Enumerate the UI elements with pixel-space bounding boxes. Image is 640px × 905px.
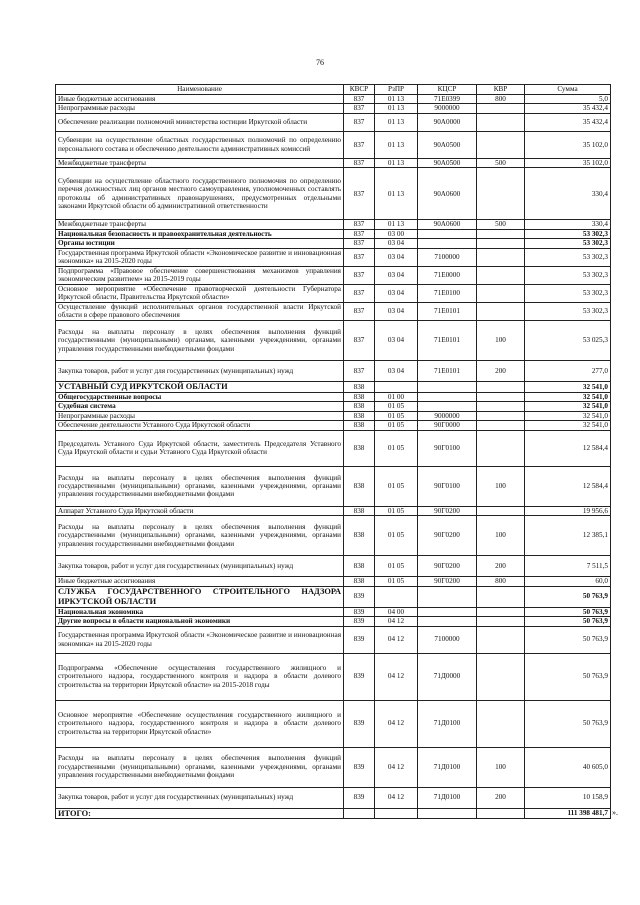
- cell-kvr: [477, 626, 525, 653]
- cell-name: Национальная безопасность и правоохранительная деятельность: [56, 229, 344, 238]
- table-row: [56, 653, 611, 700]
- cell-sum: 35 102,0: [525, 131, 611, 158]
- cell-kcsr: 90Г0100: [418, 466, 477, 506]
- table-body: [56, 95, 611, 819]
- cell-rzpr: 01 05: [375, 577, 418, 586]
- table-row: [56, 402, 611, 411]
- cell-name: Иные бюджетные ассигнования: [56, 577, 344, 586]
- budget-table: [55, 84, 611, 819]
- cell-sum: 32 541,0: [525, 421, 611, 430]
- cell-sum: 50 763,9: [525, 626, 611, 653]
- cell-rzpr: 01 05: [375, 421, 418, 430]
- cell-kvsr: 837: [344, 266, 375, 284]
- cell-kvsr: 839: [344, 653, 375, 700]
- cell-rzpr: 03 00: [375, 229, 418, 238]
- cell-sum: 40 605,0: [525, 747, 611, 787]
- cell-kvsr: 837: [344, 248, 375, 266]
- cell-kvr: 100: [477, 320, 525, 360]
- cell-kvr: [477, 402, 525, 411]
- table-row: [56, 747, 611, 787]
- cell-kvr: [477, 392, 525, 401]
- page-number: 76: [316, 58, 324, 67]
- table-row: [56, 577, 611, 586]
- cell-kcsr: 90Г0200: [418, 556, 477, 577]
- table-row: [56, 411, 611, 420]
- cell-sum: 53 302,3: [525, 239, 611, 248]
- cell-kcsr: [418, 586, 477, 607]
- cell-sum: 12 385,1: [525, 516, 611, 556]
- cell-name: Судебная система: [56, 402, 344, 411]
- cell-kvr: [477, 617, 525, 626]
- cell-sum: 53 302,3: [525, 266, 611, 284]
- cell-kvsr: 838: [344, 411, 375, 420]
- cell-sum: 32 541,0: [525, 411, 611, 420]
- cell-rzpr: 03 04: [375, 284, 418, 302]
- table-row: [56, 168, 611, 220]
- cell-kcsr: 71Е0399: [418, 95, 477, 104]
- cell-kvsr: 837: [344, 168, 375, 220]
- cell-rzpr: 03 04: [375, 320, 418, 360]
- table-row: [56, 113, 611, 131]
- cell-rzpr: 04 12: [375, 617, 418, 626]
- cell-name: Закупка товаров, работ и услуг для государственных (муниципальных) нужд: [56, 360, 344, 381]
- table-row: [56, 284, 611, 302]
- cell-sum: 35 432,4: [525, 104, 611, 113]
- cell-name: Обеспечение деятельности Уставного Суда Иркутской области: [56, 421, 344, 430]
- cell-kvsr: 839: [344, 787, 375, 808]
- cell-kvr: [477, 653, 525, 700]
- cell-rzpr: 03 04: [375, 266, 418, 284]
- cell-name: Подпрограмма «Правовое обеспечение совершенствования механизмов управления экономическим развитием» на 2015-2019 годы: [56, 266, 344, 284]
- cell-name: Государственная программа Иркутской области «Экономическое развитие и инновационная экономика» на 2015-2020 годы: [56, 248, 344, 266]
- cell-sum: 50 763,9: [525, 700, 611, 747]
- cell-name: Национальная экономика: [56, 607, 344, 616]
- cell-kvsr: 839: [344, 747, 375, 787]
- cell-kvr: 500: [477, 158, 525, 167]
- cell-kvr: [477, 229, 525, 238]
- table-row: [56, 220, 611, 229]
- cell-kvr: [477, 168, 525, 220]
- cell-sum: 35 432,4: [525, 113, 611, 131]
- header-rzpr: РзПР: [375, 85, 418, 95]
- cell-rzpr: 01 13: [375, 95, 418, 104]
- cell-name: Непрограммные расходы: [56, 411, 344, 420]
- cell-sum: 53 025,3: [525, 320, 611, 360]
- table-row: [56, 421, 611, 430]
- cell-kvsr: 837: [344, 239, 375, 248]
- cell-kvsr: 838: [344, 516, 375, 556]
- header-name: Наименование: [56, 85, 344, 95]
- cell-kvsr: 837: [344, 229, 375, 238]
- cell-rzpr: 03 04: [375, 248, 418, 266]
- table-row: [56, 556, 611, 577]
- table-row: [56, 239, 611, 248]
- cell-kvr: [477, 700, 525, 747]
- cell-sum: 10 158,9: [525, 787, 611, 808]
- cell-kvsr: 839: [344, 626, 375, 653]
- cell-kcsr: [418, 607, 477, 616]
- cell-rzpr: 03 04: [375, 360, 418, 381]
- cell-kcsr: 7100000: [418, 248, 477, 266]
- trailing-mark: ».: [612, 808, 618, 817]
- cell-kcsr: [418, 381, 477, 392]
- cell-sum: 50 763,9: [525, 586, 611, 607]
- cell-kvsr: 839: [344, 607, 375, 616]
- cell-kcsr: 90Г0200: [418, 506, 477, 515]
- table-row: [56, 607, 611, 616]
- cell-name: Общегосударственные вопросы: [56, 392, 344, 401]
- cell-kcsr: 90А0500: [418, 131, 477, 158]
- table-header-row: [56, 85, 611, 95]
- cell-kvsr: 837: [344, 131, 375, 158]
- table-row: [56, 229, 611, 238]
- cell-rzpr: 01 13: [375, 104, 418, 113]
- cell-kvr: [477, 266, 525, 284]
- cell-name: Другие вопросы в области национальной экономики: [56, 617, 344, 626]
- cell-kvsr: 838: [344, 392, 375, 401]
- cell-name: Закупка товаров, работ и услуг для государственных (муниципальных) нужд: [56, 787, 344, 808]
- cell-kvsr: 838: [344, 402, 375, 411]
- cell-kvr: [477, 104, 525, 113]
- header-kcsr: КЦСР: [418, 85, 477, 95]
- table-row: [56, 320, 611, 360]
- cell-kvsr: 838: [344, 466, 375, 506]
- table-row: [56, 158, 611, 167]
- cell-sum: 32 541,0: [525, 402, 611, 411]
- cell-kvr: 100: [477, 466, 525, 506]
- cell-kcsr: 71Д0100: [418, 787, 477, 808]
- cell-kvsr: 837: [344, 113, 375, 131]
- table-row: [56, 302, 611, 320]
- cell-kvsr: 837: [344, 104, 375, 113]
- cell-kvr: [477, 284, 525, 302]
- table-row: [56, 586, 611, 607]
- table-row: [56, 392, 611, 401]
- table-row: [56, 266, 611, 284]
- cell-rzpr: 01 05: [375, 516, 418, 556]
- cell-sum: 53 302,3: [525, 302, 611, 320]
- cell-kvr: [477, 381, 525, 392]
- cell-kvsr: 838: [344, 430, 375, 466]
- cell-kvsr: 837: [344, 302, 375, 320]
- cell-kcsr: 71Д0100: [418, 700, 477, 747]
- cell-kvsr: 837: [344, 320, 375, 360]
- cell-kcsr: 71Д0000: [418, 653, 477, 700]
- table-row: [56, 466, 611, 506]
- cell-kcsr: 71Е0101: [418, 360, 477, 381]
- table-row: [56, 617, 611, 626]
- cell-kcsr: 71Е0100: [418, 284, 477, 302]
- cell-rzpr: 04 12: [375, 626, 418, 653]
- cell-sum: 53 302,3: [525, 248, 611, 266]
- table-row: [56, 248, 611, 266]
- cell-kvsr: 839: [344, 586, 375, 607]
- cell-kcsr: [418, 402, 477, 411]
- cell-kvr: 100: [477, 747, 525, 787]
- cell-kcsr: 9000000: [418, 411, 477, 420]
- cell-sum: 35 102,0: [525, 158, 611, 167]
- cell-kcsr: 90Г0000: [418, 421, 477, 430]
- cell-rzpr: 04 12: [375, 653, 418, 700]
- cell-kcsr: 71Е0101: [418, 302, 477, 320]
- cell-kcsr: 71Д0100: [418, 747, 477, 787]
- cell-kvsr: 838: [344, 421, 375, 430]
- cell-name: Межбюджетные трансферты: [56, 220, 344, 229]
- cell-name: Субвенции на осуществление областного государственного полномочия по определению перечня должностных лиц органов местного самоуправления, уполномоченных составлять протоколы об административных правонарушениях, предусмотренных отдельными законами Иркутской области об административной ответственности: [56, 168, 344, 220]
- cell-rzpr: [375, 808, 418, 819]
- table-row: [56, 95, 611, 104]
- cell-name: Межбюджетные трансферты: [56, 158, 344, 167]
- header-sum: Сумма: [525, 85, 611, 95]
- cell-kcsr: 71Е0000: [418, 266, 477, 284]
- cell-sum: 7 511,5: [525, 556, 611, 577]
- cell-sum: 277,0: [525, 360, 611, 381]
- cell-name: Закупка товаров, работ и услуг для государственных (муниципальных) нужд: [56, 556, 344, 577]
- cell-rzpr: 01 13: [375, 131, 418, 158]
- cell-rzpr: 04 12: [375, 700, 418, 747]
- cell-rzpr: 01 05: [375, 556, 418, 577]
- cell-name: Органы юстиции: [56, 239, 344, 248]
- cell-kvsr: 837: [344, 284, 375, 302]
- cell-name: УСТАВНЫЙ СУД ИРКУТСКОЙ ОБЛАСТИ: [56, 381, 344, 392]
- cell-kvr: 200: [477, 556, 525, 577]
- cell-name: Государственная программа Иркутской области «Экономическое развитие и инновационная экономика» на 2015-2020 годы: [56, 626, 344, 653]
- cell-kcsr: [418, 808, 477, 819]
- cell-rzpr: 01 05: [375, 402, 418, 411]
- table-row: [56, 131, 611, 158]
- cell-kvr: 800: [477, 95, 525, 104]
- cell-sum: 5,0: [525, 95, 611, 104]
- cell-name: Осуществление функций исполнительных органов государственной власти Иркутской области в сфере правового обеспечения: [56, 302, 344, 320]
- cell-rzpr: 01 13: [375, 220, 418, 229]
- cell-sum: 50 763,9: [525, 607, 611, 616]
- cell-kcsr: 90А0000: [418, 113, 477, 131]
- cell-sum: 53 302,3: [525, 284, 611, 302]
- cell-kvr: [477, 239, 525, 248]
- cell-kcsr: [418, 239, 477, 248]
- cell-kcsr: 90А0600: [418, 220, 477, 229]
- cell-rzpr: 03 04: [375, 302, 418, 320]
- cell-sum: 19 956,6: [525, 506, 611, 515]
- header-kvsr: КВСР: [344, 85, 375, 95]
- cell-sum: 32 541,0: [525, 381, 611, 392]
- cell-kcsr: [418, 617, 477, 626]
- cell-sum: 50 763,9: [525, 617, 611, 626]
- cell-kcsr: 7100000: [418, 626, 477, 653]
- cell-kcsr: 90Г0100: [418, 430, 477, 466]
- cell-kcsr: 90А0600: [418, 168, 477, 220]
- cell-name: ИТОГО:: [56, 808, 344, 819]
- cell-kvsr: 838: [344, 506, 375, 515]
- cell-rzpr: 01 05: [375, 506, 418, 515]
- cell-rzpr: 01 13: [375, 168, 418, 220]
- cell-rzpr: 04 00: [375, 607, 418, 616]
- table-row: [56, 700, 611, 747]
- cell-rzpr: [375, 381, 418, 392]
- cell-name: Субвенции на осуществление областных государственных полномочий по определению персонального состава и обеспечению деятельности административных комиссий: [56, 131, 344, 158]
- cell-rzpr: [375, 586, 418, 607]
- cell-kvsr: 839: [344, 700, 375, 747]
- table-row: [56, 430, 611, 466]
- cell-sum: 111 398 481,7: [525, 808, 611, 819]
- cell-rzpr: 04 12: [375, 787, 418, 808]
- cell-name: Иные бюджетные ассигнования: [56, 95, 344, 104]
- cell-rzpr: 01 05: [375, 430, 418, 466]
- cell-rzpr: 01 05: [375, 411, 418, 420]
- cell-name: Расходы на выплаты персоналу в целях обеспечения выполнения функций государственными (муниципальными) органами, казенными учреждениями, органами управления государственными внебюджетными фондами: [56, 516, 344, 556]
- table-row: [56, 360, 611, 381]
- cell-name: Непрограммные расходы: [56, 104, 344, 113]
- cell-kvsr: 839: [344, 617, 375, 626]
- cell-kcsr: 9000000: [418, 104, 477, 113]
- table-row: [56, 808, 611, 819]
- cell-kvr: [477, 506, 525, 515]
- table-row: [56, 626, 611, 653]
- table-row: [56, 104, 611, 113]
- cell-kvr: [477, 421, 525, 430]
- cell-name: Расходы на выплаты персоналу в целях обеспечения выполнения функций государственными (муниципальными) органами, казенными учреждениями, органами управления государственными внебюджетными фондами: [56, 320, 344, 360]
- cell-kvr: [477, 131, 525, 158]
- cell-kcsr: 90А0500: [418, 158, 477, 167]
- cell-name: Расходы на выплаты персоналу в целях обеспечения выполнения функций государственными (муниципальными) органами, казенными учреждениями, органами управления государственными внебюджетными фондами: [56, 466, 344, 506]
- cell-name: Расходы на выплаты персоналу в целях обеспечения выполнения функций государственными (муниципальными) органами, казенными учреждениями, органами управления государственными внебюджетными фондами: [56, 747, 344, 787]
- cell-rzpr: 01 13: [375, 113, 418, 131]
- cell-kvr: 500: [477, 220, 525, 229]
- cell-name: Обеспечение реализации полномочий министерства юстиции Иркутской области: [56, 113, 344, 131]
- cell-rzpr: 01 00: [375, 392, 418, 401]
- cell-kvr: [477, 607, 525, 616]
- cell-sum: 330,4: [525, 168, 611, 220]
- cell-kcsr: [418, 392, 477, 401]
- cell-sum: 50 763,9: [525, 653, 611, 700]
- cell-kvr: 800: [477, 577, 525, 586]
- cell-sum: 12 584,4: [525, 430, 611, 466]
- cell-name: СЛУЖБА ГОСУДАРСТВЕННОГО СТРОИТЕЛЬНОГО НАДЗОРА ИРКУТСКОЙ ОБЛАСТИ: [56, 586, 344, 607]
- cell-kvsr: 837: [344, 158, 375, 167]
- cell-rzpr: 01 13: [375, 158, 418, 167]
- cell-sum: 53 302,3: [525, 229, 611, 238]
- cell-kvsr: 838: [344, 577, 375, 586]
- cell-sum: 330,4: [525, 220, 611, 229]
- cell-kvr: [477, 430, 525, 466]
- cell-kvr: [477, 113, 525, 131]
- cell-kvr: [477, 808, 525, 819]
- cell-name: Основное мероприятие «Обеспечение правотворческой деятельности Губернатора Иркутской области, Правительства Иркутской области»: [56, 284, 344, 302]
- table-row: [56, 516, 611, 556]
- table-row: [56, 381, 611, 392]
- table-row: [56, 506, 611, 515]
- table-row: [56, 787, 611, 808]
- cell-kvr: [477, 411, 525, 420]
- cell-kvr: [477, 248, 525, 266]
- cell-name: Аппарат Уставного Суда Иркутской области: [56, 506, 344, 515]
- cell-kcsr: [418, 229, 477, 238]
- cell-kvsr: 837: [344, 220, 375, 229]
- cell-kvr: 200: [477, 787, 525, 808]
- cell-kvr: 100: [477, 516, 525, 556]
- cell-kvsr: [344, 808, 375, 819]
- cell-kvr: 200: [477, 360, 525, 381]
- cell-rzpr: 01 05: [375, 466, 418, 506]
- cell-sum: 32 541,0: [525, 392, 611, 401]
- cell-kvsr: 837: [344, 95, 375, 104]
- cell-rzpr: 03 04: [375, 239, 418, 248]
- cell-kvr: [477, 586, 525, 607]
- cell-kvsr: 837: [344, 360, 375, 381]
- cell-name: Основное мероприятие «Обеспечение осуществления государственного жилищного и строительного надзора, государственного контроля и надзора в области долевого строительства на территории Иркутской области»: [56, 700, 344, 747]
- cell-kvsr: 838: [344, 381, 375, 392]
- cell-kcsr: 90Г0200: [418, 516, 477, 556]
- cell-name: Подпрограмма «Обеспечение осуществления государственного жилищного и строительного надзора, государственного контроля и надзора в области долевого строительства на территории Иркутской области» на 2015-2018 годы: [56, 653, 344, 700]
- cell-kvr: [477, 302, 525, 320]
- header-kvr: КВР: [477, 85, 525, 95]
- cell-kcsr: 71Е0101: [418, 320, 477, 360]
- cell-sum: 12 584,4: [525, 466, 611, 506]
- cell-rzpr: 04 12: [375, 747, 418, 787]
- cell-name: Председатель Уставного Суда Иркутской области, заместитель Председателя Уставного Суда Иркутской области и судьи Уставного Суда Иркутской области: [56, 430, 344, 466]
- cell-kvsr: 838: [344, 556, 375, 577]
- cell-kcsr: 90Г0200: [418, 577, 477, 586]
- cell-sum: 60,0: [525, 577, 611, 586]
